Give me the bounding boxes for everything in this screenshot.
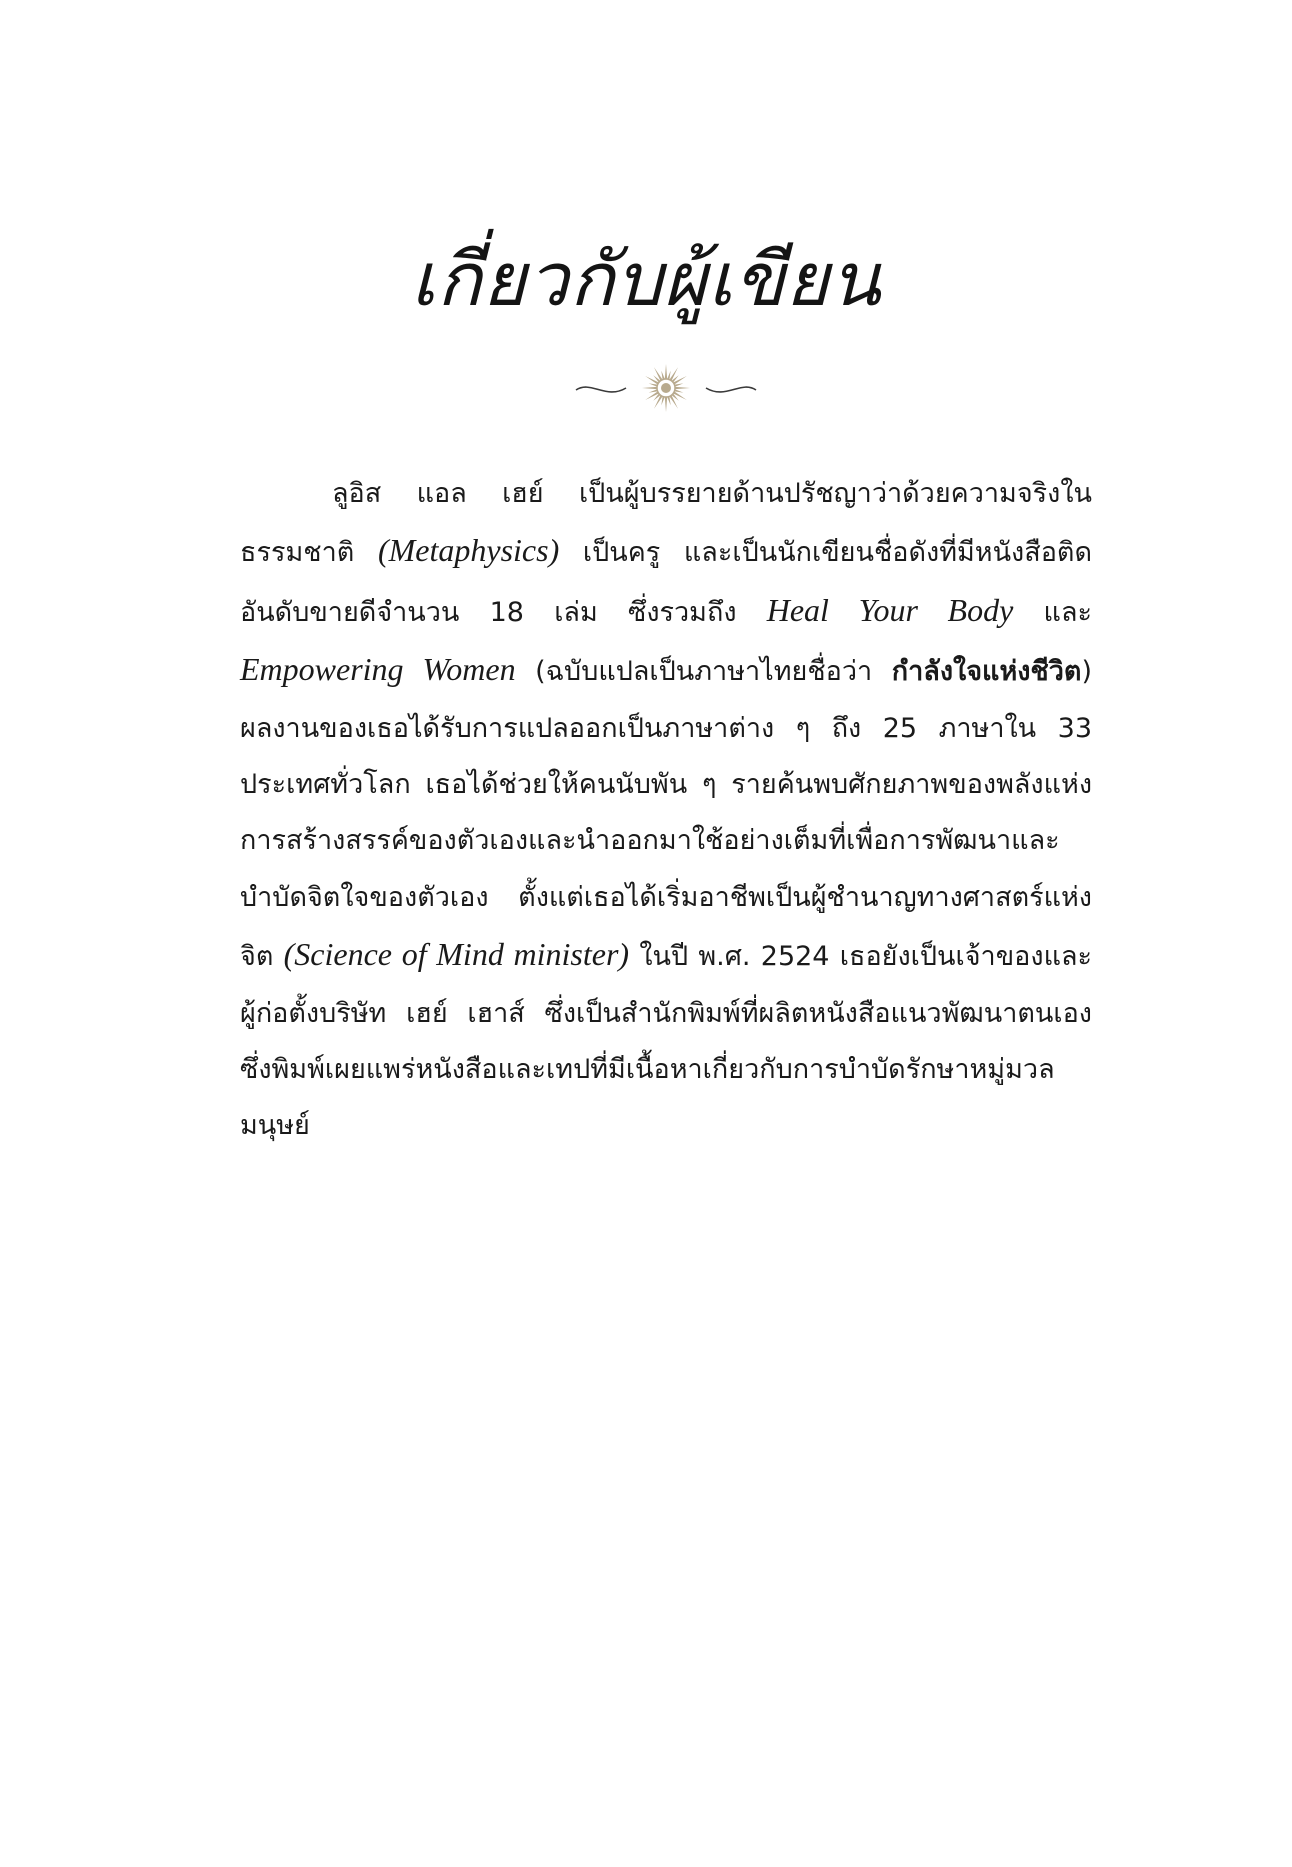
page-title: เกี่ยวกับผู้เขียน — [410, 237, 882, 323]
author-bio-paragraph: ลูอิส แอล เฮย์ เป็นผู้บรรยายด้านปรัชญาว่าด้วยความจริงในธรรมชาติ (Metaphysics) เป็นครู และเป็นนักเขียนชื่อดังที่มีหนังสือติดอันดับขายดีจำนวน 18 เล่ม ซึ่งรวมถึง Heal Your Body และ Empowering Women (ฉบับแปลเป็นภาษาไทยชื่อว่า กำลังใจแห่งชีวิต) ผลงานของเธอได้รับการแปลออกเป็นภาษาต่าง ๆ ถึง 25 ภาษาใน 33 ประเทศทั่วโลก เธอได้ช่วยให้คนนับพัน ๆ รายค้นพบศักยภาพของพลังแห่งการสร้างสรรค์ของตัวเองและนำออกมาใช้อย่างเต็มที่เพื่อการพัฒนาและบำบัดจิตใจของตัวเอง ตั้งแต่เธอได้เริ่มอาชีพเป็นผู้ชำนาญทางศาสตร์แห่งจิต (Science of Mind minister) ในปี พ.ศ. 2524 เธอยังเป็นเจ้าของและผู้ก่อตั้งบริษัท เฮย์ เฮาส์ ซึ่งเป็นสำนักพิมพ์ที่ผลิตหนังสือแนวพัฒนาตนเอง ซึ่งพิมพ์เผยแพร่หนังสือและเทปที่มีเนื้อหาเกี่ยวกับการบำบัดรักษาหมู่มวลมนุษย์ — [240, 478, 1093, 1142]
book-title-empowering-women: Empowering Women — [240, 651, 516, 688]
thai-book-title: กำลังใจแห่งชีวิต — [891, 656, 1082, 688]
sun-ornament-icon — [566, 358, 766, 418]
book-title-heal-your-body: Heal Your Body — [766, 591, 1014, 628]
term-science-of-mind: (Science of Mind minister) — [283, 936, 630, 973]
term-metaphysics: (Metaphysics) — [377, 532, 560, 569]
